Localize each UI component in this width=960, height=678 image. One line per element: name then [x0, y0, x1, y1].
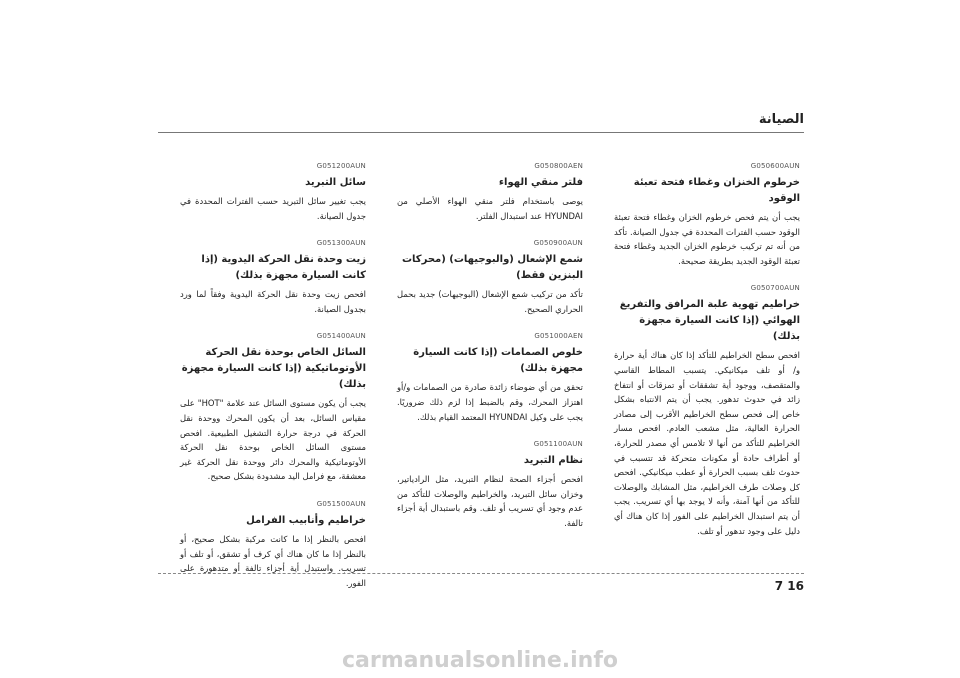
section-body: يوصى باستخدام فلتر منقي الهواء الأصلي من HYUNDAI عند استبدال الفلتر. — [397, 196, 583, 221]
section-code: G050600AUN — [750, 162, 800, 170]
section — [180, 162, 366, 223]
section-body: تأكد من تركيب شمع الإشعال (البوجيهات) جديد بحمل الحراري الصحيح. — [397, 289, 583, 314]
section-heading: خرطوم الخنزان وغطاء فتحة تعبئة الوقود — [633, 177, 800, 204]
section-heading: فلتر منقي الهواء — [498, 177, 583, 188]
section-body: يجب أن يكون مستوى السائل عند علامة "HOT" على مقياس السائل، بعد أن يكون المحرك ووحدة نقل الحركة في درجة حرارة التشغيل الطبيعية. افحص مستوى السائل الخاص بوحدة نقل الحركة الأوتوماتيكية والمحرك دائر ووحدة نقل الحركة غير معشقة، مع فرامل اليد مشدودة بشكل صحيح. — [180, 398, 367, 482]
section-heading: شمع الإشعال (والبوجيهات) (محركات البنزين فقط) — [402, 254, 583, 282]
column-middle — [397, 162, 583, 562]
section-code: G051100AUN — [533, 440, 583, 449]
section-heading: خراطيم وأنابيب الفرامل — [246, 514, 366, 526]
section-code: G051300AUN — [316, 239, 366, 248]
column-left — [180, 162, 367, 588]
section — [180, 239, 366, 316]
section-heading: السائل الخاص بوحدة نقل الحركة الأوتوماتيكية (إذا كانت السيارة مجهزة بذلك) — [181, 347, 366, 391]
section — [397, 440, 583, 530]
section-body: افحص زيت وحدة نقل الحركة اليدوية وفقاً لما ورد بجدول الصيانة. — [180, 289, 366, 314]
section-body: افحص سطح الخراطيم للتأكد إذا كان هناك أية حرارة و/ أو تلف ميكانيكي. يتسبب المطاط القاسي والمتقصف، ووجود أية تشققات أو تمزقات أو انتفاخ زائد في حدوث تدهور. يجب أن يتم الانتباه بشكل خاص إلى فحص سطح الخراطيم الأقرب إلى مصادر الحرارة العالية، مثل مشعب العادم. افحص مسار الخراطيم للتأكد من أنها لا تلامس أي مصدر للحرارة، أو أطراف حادة أو مكونات متحركة قد تتسبب في حدوث تلف بسبب الحرارة أو عطب ميكانيكي. افحص كل وصلات طرف الخراطيم، مثل المشابك والوصلات للتأكد من أنها آمنة، وأنه لا يوجد بها أي تسريب. يجب أن يتم استبدال الخراطيم على الفور إذا كان هناك أي دليل على وجود تدهور أو تلف. — [614, 350, 800, 536]
watermark: carmanualsonline.info — [342, 648, 618, 673]
page-number: 7 16 — [774, 579, 804, 593]
section — [397, 239, 583, 316]
section — [614, 162, 800, 268]
section-heading: خراطيم تهوية علبة المرافق والتفريغ الهوائي (إذا كانت السيارة مجهزة بذلك) — [619, 299, 800, 343]
section-code: G051500AUN — [316, 499, 366, 508]
section-code: G051000AEN — [534, 332, 583, 341]
header-rule — [158, 132, 804, 133]
section — [180, 500, 366, 590]
section — [180, 332, 366, 484]
section-code: G051400AUN — [316, 332, 366, 341]
section-heading: زيت وحدة نقل الحركة اليدوية (إذا كانت السيارة مجهزة بذلك) — [201, 254, 366, 282]
section — [397, 162, 583, 223]
section-body: تحقق من أي ضوضاء زائدة صادرة من الصمامات و/أو اهتزاز المحرك، وقم بالضبط إذا لزم ذلك ضروريًا. يجب على وكيل HYUNDAI المعتمد القيام بذلك. — [397, 382, 583, 422]
section-code: G051200AUN — [316, 162, 366, 170]
section — [614, 284, 800, 538]
section-body: يجب تغيير سائل التبريد حسب الفترات المحددة في جدول الصيانة. — [180, 196, 366, 221]
section-body: افحص بالنظر إذا ما كانت مركبة بشكل صحيح، أو بالنظر إذا ما كان هناك أي كرف أو تشقق، أو تلف أو تسريب. واستبدل أية أجزاء تالفة أو متدهورة على الفور. — [180, 533, 366, 588]
section-code: G050900AUN — [533, 239, 583, 248]
footer-rule — [158, 573, 804, 574]
column-right — [614, 162, 800, 562]
section-code: G050800AEN — [534, 162, 583, 170]
section — [397, 332, 583, 424]
section-code: G050700AUN — [750, 284, 800, 293]
section-body: يجب أن يتم فحص خرطوم الخزان وغطاء فتحة تعبئة الوقود حسب الفترات المحددة في جدول الصيانة. تأكد من أنه تم تركيب خرطوم الخزان الجديد وغطاء فتحة تعبئة الوقود الجديد بطريقة صحيحة. — [614, 212, 800, 266]
section-heading: نظام التبريد — [523, 455, 583, 467]
section-heading: سائل التبريد — [305, 177, 366, 188]
section-heading: خلوص الصمامات (إذا كانت السيارة مجهزة بذلك) — [413, 347, 583, 375]
section-body: افحص أجزاء الصحة لنظام التبريد، مثل الرادياتير، وخزان سائل التبريد، والخراطيم والوصلات للتأكد من عدم وجود أي تسريب أو تلف. وقم باستبدال أية أجزاء تالفة. — [397, 474, 583, 528]
page-header-title: الصيانة — [758, 112, 804, 127]
